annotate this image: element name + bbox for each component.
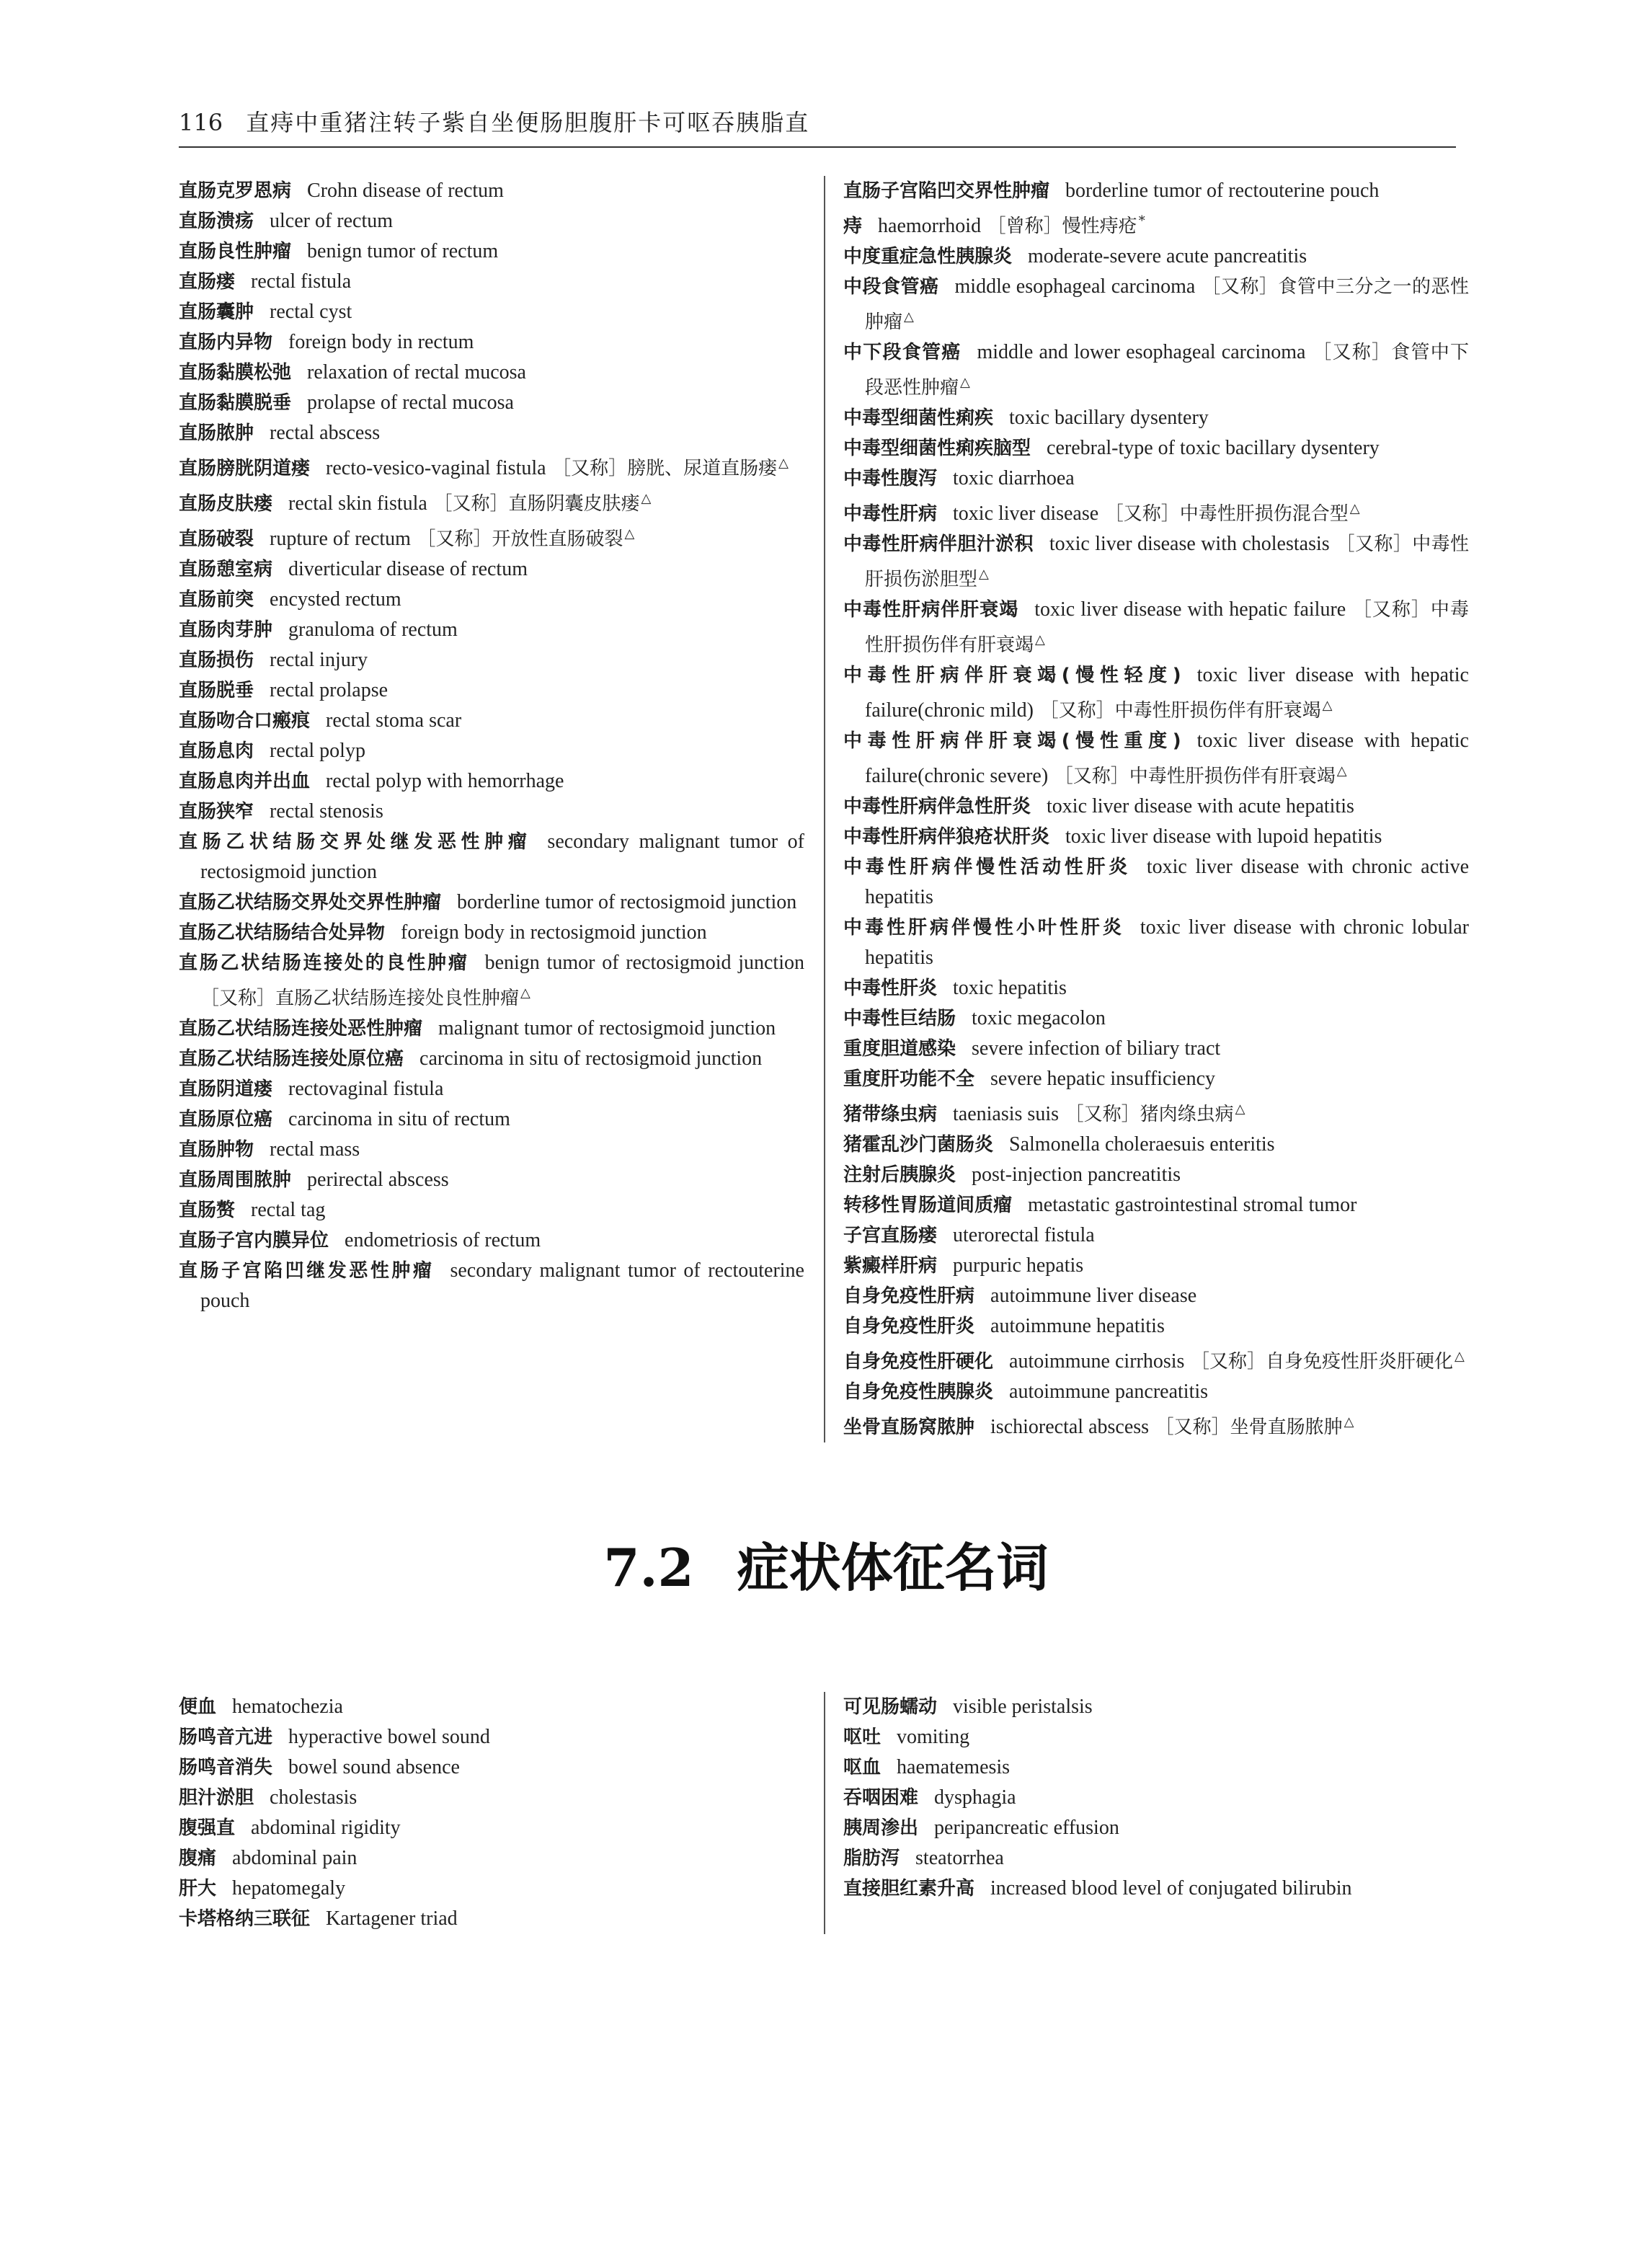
english-term: toxic megacolon (972, 1007, 1106, 1029)
chinese-term: 中毒性肝病伴急性肝炎 (843, 796, 1031, 817)
chinese-term: 直肠克罗恩病 (179, 180, 292, 202)
glossary-entry (843, 433, 1469, 464)
alias-term: ［又称］直肠阴囊皮肤瘘 (433, 493, 640, 515)
chinese-term: 中毒性肝病伴慢性活动性肝炎 (843, 856, 1131, 878)
chinese-term: 脂肪泻 (843, 1848, 900, 1869)
english-term: borderline tumor of rectosigmoid junction (457, 891, 797, 913)
chinese-term: 直肠子宫陷凹交界性肿瘤 (843, 180, 1050, 202)
english-term: abdominal pain (232, 1847, 358, 1869)
english-term: perirectal abscess (307, 1169, 449, 1191)
english-term: severe infection of biliary tract (972, 1037, 1221, 1060)
chinese-term: 自身免疫性肝硬化 (843, 1351, 994, 1373)
glossary-entry (179, 1904, 804, 1934)
term-marker: △ (960, 375, 970, 390)
chinese-term: 直肠子宫陷凹继发恶性肿瘤 (179, 1260, 435, 1282)
symptom-column-right (843, 1692, 1469, 1904)
alias-term: ［又称］中毒性肝损伤混合型 (1104, 503, 1349, 525)
english-term: Crohn disease of rectum (307, 179, 504, 202)
glossary-entry (179, 615, 804, 645)
page-header (179, 108, 1456, 137)
english-term: autoimmune liver disease (990, 1285, 1197, 1307)
english-term: rectal polyp with hemorrhage (326, 770, 564, 792)
chinese-term: 直肠良性肿瘤 (179, 241, 292, 262)
running-title: 直痔中重猪注转子紫自坐便肠胆腹肝卡可呕吞胰脂直 (246, 109, 810, 136)
chinese-term: 直肠溃疡 (179, 210, 254, 232)
english-term: abdominal rigidity (251, 1817, 401, 1839)
chinese-term: 肝大 (179, 1878, 217, 1900)
english-term: rectal tag (251, 1199, 326, 1221)
english-term: granuloma of rectum (288, 619, 458, 641)
glossary-entry (843, 529, 1469, 595)
english-term: toxic hepatitis (953, 977, 1067, 999)
chinese-term: 直肠肿物 (179, 1139, 254, 1161)
english-term: toxic liver disease with lupoid hepatitis (1065, 825, 1382, 848)
chinese-term: 中毒性肝病伴狼疮状肝炎 (843, 826, 1050, 848)
english-term: rectal stenosis (270, 800, 383, 823)
chinese-term: 肠鸣音消失 (179, 1757, 273, 1778)
english-term: toxic liver disease with hepatic failure(chronic mild) (865, 664, 1469, 722)
english-term: toxic liver disease with chronic active hepatitis (865, 856, 1469, 908)
glossary-entry (843, 1342, 1469, 1377)
chinese-term: 直肠肉芽肿 (179, 619, 273, 641)
english-term: ulcer of rectum (270, 210, 394, 232)
glossary-entry (843, 1251, 1469, 1281)
chinese-term: 直肠赘 (179, 1200, 236, 1221)
glossary-entry (179, 918, 804, 948)
term-marker: △ (1349, 501, 1360, 516)
glossary-entry (843, 1034, 1469, 1064)
english-term: carcinoma in situ of rectosigmoid junction (419, 1047, 763, 1070)
glossary-entry (843, 337, 1469, 403)
chinese-term: 中毒性肝病伴肝衰竭 (843, 599, 1019, 621)
glossary-entry (843, 1220, 1469, 1251)
chinese-term: 自身免疫性肝病 (843, 1285, 975, 1307)
chinese-term: 直肠子宫内膜异位 (179, 1230, 329, 1251)
chinese-term: 卡塔格纳三联征 (179, 1908, 311, 1930)
glossary-entry (179, 236, 804, 267)
glossary-entry (843, 1130, 1469, 1160)
chinese-term: 直肠息肉并出血 (179, 771, 311, 792)
english-term: borderline tumor of rectouterine pouch (1065, 179, 1380, 202)
glossary-entry (843, 973, 1469, 1003)
chinese-term: 自身免疫性胰腺炎 (843, 1381, 994, 1403)
chinese-term: 直肠脓肿 (179, 422, 254, 444)
term-marker: * (1138, 213, 1145, 229)
glossary-entry (843, 1311, 1469, 1342)
column-divider (824, 176, 825, 1442)
glossary-entry (179, 327, 804, 358)
chinese-term: 中毒性肝病 (843, 503, 938, 525)
english-term: middle esophageal carcinoma (954, 275, 1196, 298)
glossary-entry (843, 241, 1469, 272)
page-number: 116 (179, 109, 223, 136)
glossary-entry (843, 792, 1469, 822)
english-term: toxic bacillary dysentery (1009, 407, 1209, 429)
glossary-entry (179, 1752, 804, 1783)
english-term: bowel sound absence (288, 1756, 460, 1778)
glossary-entry (843, 272, 1469, 337)
glossary-entry (179, 1074, 804, 1104)
english-term: autoimmune cirrhosis (1009, 1350, 1185, 1373)
glossary-entry (179, 1722, 804, 1752)
chinese-term: 呕血 (843, 1757, 881, 1778)
glossary-entry (843, 1813, 1469, 1843)
chinese-term: 直肠膀胱阴道瘘 (179, 458, 311, 479)
glossary-entry (843, 1752, 1469, 1783)
chinese-term: 胆汁淤胆 (179, 1787, 254, 1809)
english-term: carcinoma in situ of rectum (288, 1108, 510, 1130)
term-marker: △ (641, 491, 652, 506)
chinese-term: 直肠乙状结肠结合处异物 (179, 922, 386, 944)
glossary-entry (179, 1783, 804, 1813)
english-term: toxic liver disease with hepatic failure (1034, 598, 1346, 621)
section-name: 症状体征名词 (737, 1537, 1049, 1598)
alias-term: ［又称］自身免疫性肝炎肝硬化 (1191, 1351, 1454, 1373)
english-term: foreign body in rectosigmoid junction (401, 921, 707, 944)
chinese-term: 猪霍乱沙门菌肠炎 (843, 1134, 994, 1156)
english-term: diverticular disease of rectum (288, 558, 528, 580)
glossary-entry (179, 1165, 804, 1195)
chinese-term: 中毒性肝炎 (843, 978, 938, 999)
chinese-term: 直肠乙状结肠交界处交界性肿瘤 (179, 892, 442, 913)
chinese-term: 中毒性肝病伴胆汁淤积 (843, 533, 1034, 555)
chinese-term: 直肠前突 (179, 589, 254, 611)
chinese-term: 中度重症急性胰腺炎 (843, 246, 1013, 267)
glossary-entry (179, 797, 804, 827)
column-divider (824, 1692, 825, 1934)
chinese-term: 痔 (843, 216, 863, 237)
section-number: 7.2 (603, 1537, 694, 1598)
glossary-entry (179, 1044, 804, 1074)
chinese-term: 直肠憩室病 (179, 559, 273, 580)
glossary-entry (179, 645, 804, 675)
glossary-entry (843, 464, 1469, 494)
glossary-entry (179, 827, 804, 887)
chinese-term: 呕吐 (843, 1727, 881, 1748)
chinese-term: 中毒型细菌性痢疾 (843, 407, 994, 429)
chinese-term: 中毒型细菌性痢疾脑型 (843, 438, 1031, 459)
glossary-entry (843, 1874, 1469, 1904)
english-term: dysphagia (934, 1786, 1016, 1809)
term-marker: △ (520, 985, 530, 1001)
alias-term: ［又称］猪肉绦虫病 (1065, 1104, 1234, 1125)
chinese-term: 直肠乙状结肠连接处恶性肿瘤 (179, 1018, 423, 1040)
glossary-entry (179, 388, 804, 418)
header-rule (179, 146, 1456, 148)
glossary-entry (843, 1160, 1469, 1190)
alias-term: ［曾称］慢性痔疮 (987, 216, 1137, 237)
glossary-entry (843, 1843, 1469, 1874)
english-term: rectal fistula (251, 270, 352, 293)
chinese-term: 直肠黏膜松弛 (179, 362, 292, 384)
glossary-column-right (843, 176, 1469, 1442)
glossary-entry (179, 585, 804, 615)
english-term: malignant tumor of rectosigmoid junction (438, 1017, 776, 1040)
chinese-term: 直肠黏膜脱垂 (179, 392, 292, 414)
english-term: prolapse of rectal mucosa (307, 391, 514, 414)
alias-term: ［又称］食管中三分之一的恶性肿瘤 (865, 276, 1469, 333)
glossary-entry (179, 1195, 804, 1225)
term-marker: △ (1336, 763, 1347, 779)
english-term: middle and lower esophageal carcinoma (977, 341, 1306, 363)
glossary-entry (843, 176, 1469, 206)
glossary-entry (179, 1225, 804, 1256)
chinese-term: 中下段食管癌 (843, 342, 962, 363)
glossary-entry (843, 1281, 1469, 1311)
glossary-entry (843, 1003, 1469, 1034)
english-term: toxic liver disease (953, 502, 1099, 525)
english-term: vomiting (897, 1726, 970, 1748)
chinese-term: 可见肠蠕动 (843, 1696, 938, 1718)
english-term: metastatic gastrointestinal stromal tumor (1028, 1194, 1357, 1216)
chinese-term: 直肠皮肤瘘 (179, 493, 273, 515)
glossary-entry (843, 206, 1469, 241)
english-term: rectovaginal fistula (288, 1078, 444, 1100)
glossary-entry (179, 1692, 804, 1722)
english-term: toxic liver disease with cholestasis (1049, 533, 1330, 555)
chinese-term: 紫癜样肝病 (843, 1255, 938, 1277)
glossary-entry (179, 1104, 804, 1135)
alias-term: ［又称］食管中下段恶性肿瘤 (865, 342, 1469, 399)
english-term: rectal stoma scar (326, 709, 462, 732)
english-term: relaxation of rectal mucosa (307, 361, 526, 384)
english-term: Kartagener triad (326, 1907, 458, 1930)
chinese-term: 中毒性肝病伴肝衰竭(慢性轻度) (843, 665, 1181, 686)
chinese-term: 重度胆道感染 (843, 1038, 956, 1060)
english-term: rectal injury (270, 649, 368, 671)
chinese-term: 中毒性肝病伴慢性小叶性肝炎 (843, 917, 1124, 939)
chinese-term: 吞咽困难 (843, 1787, 919, 1809)
english-term: rectal mass (270, 1138, 360, 1161)
chinese-term: 中毒性巨结肠 (843, 1008, 956, 1029)
english-term: foreign body in rectum (288, 331, 474, 353)
glossary-entry (179, 736, 804, 766)
chinese-term: 转移性胃肠道间质瘤 (843, 1194, 1013, 1216)
glossary-entry (843, 1722, 1469, 1752)
chinese-term: 直接胆红素升高 (843, 1878, 975, 1900)
english-term: toxic liver disease with chronic lobular hepatitis (865, 916, 1469, 969)
chinese-term: 中毒性腹泻 (843, 468, 938, 489)
glossary-entry (179, 1256, 804, 1316)
glossary-entry (843, 403, 1469, 433)
alias-term: ［又称］中毒性肝损伤伴有肝衰竭 (1054, 766, 1336, 787)
glossary-entry (843, 1407, 1469, 1442)
english-term: rectal polyp (270, 740, 365, 762)
english-term: rupture of rectum (270, 528, 411, 550)
glossary-entry (179, 887, 804, 918)
glossary-entry (843, 1783, 1469, 1813)
glossary-entry (179, 519, 804, 554)
alias-term: ［又称］中毒性肝损伤伴有肝衰竭 (1039, 700, 1321, 722)
english-term: cerebral-type of toxic bacillary dysentery (1047, 437, 1380, 459)
chinese-term: 坐骨直肠窝脓肿 (843, 1417, 975, 1438)
glossary-entry (179, 706, 804, 736)
alias-term: ［又称］坐骨直肠脓肿 (1155, 1417, 1343, 1438)
chinese-term: 腹痛 (179, 1848, 217, 1869)
english-term: toxic diarrhoea (953, 467, 1075, 489)
english-term: endometriosis of rectum (345, 1229, 541, 1251)
english-term: benign tumor of rectosigmoid junction (484, 952, 804, 974)
chinese-term: 腹强直 (179, 1817, 236, 1839)
alias-term: ［又称］中毒性肝损伤淤胆型 (865, 533, 1469, 590)
chinese-term: 直肠脱垂 (179, 680, 254, 701)
glossary-entry (179, 1014, 804, 1044)
term-marker: △ (778, 456, 789, 471)
chinese-term: 便血 (179, 1696, 217, 1718)
chinese-term: 直肠乙状结肠交界处继发恶性肿瘤 (179, 831, 532, 853)
glossary-entry (179, 176, 804, 206)
chinese-term: 直肠囊肿 (179, 301, 254, 323)
glossary-entry (179, 675, 804, 706)
english-term: moderate-severe acute pancreatitis (1028, 245, 1307, 267)
glossary-entry (843, 1094, 1469, 1130)
glossary-entry (179, 948, 804, 1014)
chinese-term: 肠鸣音亢进 (179, 1727, 273, 1748)
chinese-term: 直肠狭窄 (179, 801, 254, 823)
glossary-entry (843, 913, 1469, 973)
glossary-entry (843, 595, 1469, 660)
glossary-entry (843, 1064, 1469, 1094)
english-term: increased blood level of conjugated bilirubin (990, 1877, 1352, 1900)
alias-term: ［又称］开放性直肠破裂 (417, 528, 623, 550)
english-term: recto-vesico-vaginal fistula (326, 457, 546, 479)
chinese-term: 直肠息肉 (179, 740, 254, 762)
english-term: rectal cyst (270, 301, 352, 323)
glossary-entry (843, 1692, 1469, 1722)
glossary-entry (843, 852, 1469, 913)
english-term: haematemesis (897, 1756, 1011, 1778)
english-term: secondary malignant tumor of rectosigmoid junction (200, 830, 804, 883)
term-marker: △ (1322, 698, 1333, 713)
glossary-entry (843, 1377, 1469, 1407)
english-term: hematochezia (232, 1696, 343, 1718)
glossary-entry (843, 660, 1469, 726)
glossary-entry (843, 1190, 1469, 1220)
term-marker: △ (1455, 1349, 1465, 1364)
glossary-entry (179, 206, 804, 236)
chinese-term: 直肠内异物 (179, 332, 273, 353)
chinese-term: 子宫直肠瘘 (843, 1225, 938, 1246)
english-term: visible peristalsis (953, 1696, 1093, 1718)
glossary-entry (179, 1135, 804, 1165)
chinese-term: 直肠瘘 (179, 271, 236, 293)
chinese-term: 直肠阴道瘘 (179, 1078, 273, 1100)
term-marker: △ (1035, 632, 1045, 647)
glossary-entry (843, 822, 1469, 852)
english-term: encysted rectum (270, 588, 401, 611)
glossary-entry (179, 1874, 804, 1904)
glossary-entry (179, 766, 804, 797)
glossary-column-left (179, 176, 804, 1316)
english-term: rectal skin fistula (288, 492, 427, 515)
english-term: uterorectal fistula (953, 1224, 1095, 1246)
glossary-entry (179, 418, 804, 448)
english-term: cholestasis (270, 1786, 358, 1809)
chinese-term: 自身免疫性肝炎 (843, 1316, 975, 1337)
chinese-term: 直肠原位癌 (179, 1109, 273, 1130)
chinese-term: 胰周渗出 (843, 1817, 919, 1839)
english-term: benign tumor of rectum (307, 240, 499, 262)
chinese-term: 直肠损伤 (179, 650, 254, 671)
alias-term: ［又称］膀胱、尿道直肠瘘 (552, 458, 778, 479)
glossary-entry (179, 484, 804, 519)
english-term: severe hepatic insufficiency (990, 1068, 1216, 1090)
english-term: ischiorectal abscess (990, 1416, 1150, 1438)
chinese-term: 直肠周围脓肿 (179, 1169, 292, 1191)
english-term: toxic liver disease with acute hepatitis (1047, 795, 1354, 817)
chinese-term: 中毒性肝病伴肝衰竭(慢性重度) (843, 730, 1181, 752)
chinese-term: 直肠吻合口瘢痕 (179, 710, 311, 732)
english-term: autoimmune hepatitis (990, 1315, 1165, 1337)
term-marker: △ (979, 567, 989, 582)
english-term: hepatomegaly (232, 1877, 346, 1900)
glossary-entry (179, 448, 804, 484)
english-term: toxic liver disease with hepatic failure(chronic severe) (865, 730, 1469, 787)
chinese-term: 重度肝功能不全 (843, 1068, 975, 1090)
glossary-entry (843, 494, 1469, 529)
english-term: autoimmune pancreatitis (1009, 1380, 1209, 1403)
english-term: peripancreatic effusion (934, 1817, 1119, 1839)
section-title (0, 1535, 1652, 1600)
chinese-term: 直肠乙状结肠连接处原位癌 (179, 1048, 404, 1070)
term-marker: △ (1235, 1102, 1245, 1117)
term-marker: △ (624, 526, 635, 541)
english-term: rectal abscess (270, 422, 381, 444)
english-term: Salmonella choleraesuis enteritis (1009, 1133, 1275, 1156)
glossary-entry (179, 554, 804, 585)
glossary-entry (179, 267, 804, 297)
glossary-entry (843, 726, 1469, 792)
english-term: rectal prolapse (270, 679, 388, 701)
chinese-term: 中段食管癌 (843, 276, 939, 298)
chinese-term: 直肠乙状结肠连接处的良性肿瘤 (179, 952, 469, 974)
alias-term: ［又称］中毒性肝损伤伴有肝衰竭 (865, 599, 1469, 656)
glossary-entry (179, 297, 804, 327)
glossary-entry (179, 358, 804, 388)
english-term: secondary malignant tumor of rectouterine pouch (200, 1259, 804, 1312)
glossary-entry (179, 1813, 804, 1843)
symptom-column-left (179, 1692, 804, 1934)
english-term: haemorrhoid (878, 215, 982, 237)
chinese-term: 直肠破裂 (179, 528, 254, 550)
alias-term: ［又称］直肠乙状结肠连接处良性肿瘤 (200, 988, 520, 1009)
chinese-term: 注射后胰腺炎 (843, 1164, 956, 1186)
english-term: taeniasis suis (953, 1103, 1060, 1125)
english-term: steatorrhea (915, 1847, 1004, 1869)
english-term: post-injection pancreatitis (972, 1163, 1181, 1186)
chinese-term: 猪带绦虫病 (843, 1104, 938, 1125)
english-term: purpuric hepatis (953, 1254, 1084, 1277)
glossary-entry (179, 1843, 804, 1874)
term-marker: △ (904, 309, 914, 324)
english-term: hyperactive bowel sound (288, 1726, 490, 1748)
term-marker: △ (1344, 1414, 1354, 1430)
